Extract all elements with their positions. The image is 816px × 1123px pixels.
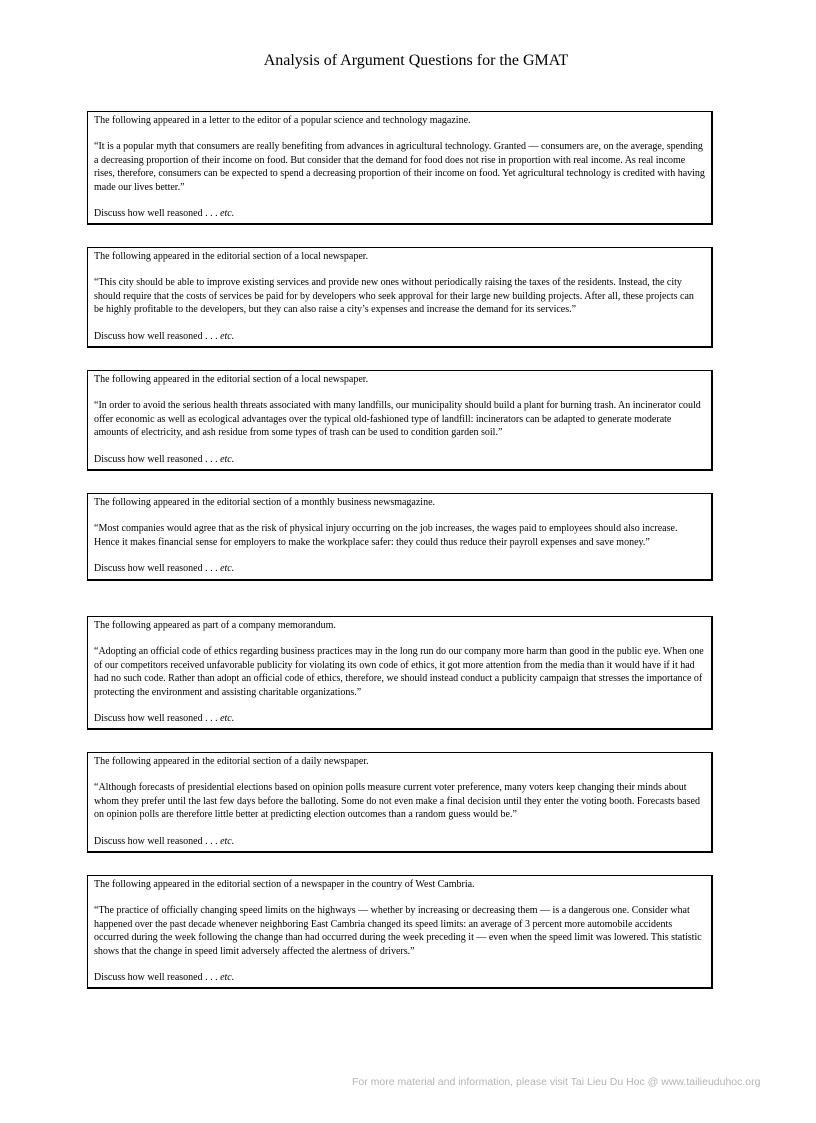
- instruction-text: Discuss how well reasoned . . .: [94, 972, 218, 984]
- question-instruction: [94, 835, 705, 848]
- instruction-etc: etc.: [220, 208, 235, 220]
- question-box-6: [87, 752, 713, 853]
- question-argument: “In order to avoid the serious health threats associated with many landfills, our municipality should build a plant for burning trash. An incinerator could offer economic as well as ecological advantages over the typical old-fashioned type of landfill: incinerators can be adapted to generate moderate amounts of electricity, and ash residue from some types of trash can be used to condition garden soil.”: [94, 400, 701, 439]
- question-intro: The following appeared in a letter to the editor of a popular science and technology magazine.: [94, 115, 471, 126]
- question-instruction: [94, 207, 705, 220]
- instruction-text: Discuss how well reasoned . . .: [94, 208, 218, 220]
- question-box-2: [87, 247, 713, 348]
- instruction-text: Discuss how well reasoned . . .: [94, 835, 218, 847]
- question-intro: The following appeared in the editorial section of a local newspaper.: [94, 251, 369, 262]
- instruction-etc: etc.: [220, 835, 235, 847]
- question-box-4: [87, 493, 713, 581]
- instruction-etc: etc.: [220, 563, 235, 575]
- question-instruction: [94, 562, 705, 575]
- footer-watermark: For more material and information, please visit Tai Lieu Du Hoc @ www.tailieuduhoc.org: [352, 1076, 761, 1088]
- question-instruction: [94, 330, 705, 343]
- question-argument: “It is a popular myth that consumers are really benefiting from advances in agricultural technology. Granted — consumers are, on the average, spending a decreasing proportion of their income on food. But consider that the demand for food does not rise in proportion with real income. As real income rises, therefore, consumers can be expected to spend a decreasing proportion of their income on food. Yet agricultural technology is credited with having made our lives better.”: [94, 141, 705, 193]
- instruction-etc: etc.: [220, 972, 235, 984]
- question-argument: “Adopting an official code of ethics regarding business practices may in the long run do our company more harm than good in the public eye. When one of our competitors received unfavorable publicity for violating its own code of ethics, it got more attention from the media than it would have if it had had no such code. Rather than adopt an official code of ethics, therefore, we should instead conduct a publicity campaign that stresses the importance of protecting the environment and assisting charitable organizations.”: [94, 646, 704, 698]
- question-argument: “Most companies would agree that as the risk of physical injury occurring on the job increases, the wages paid to employees should also increase. Hence it makes financial sense for employers to make the workplace safer: they could thus reduce their payroll expenses and save money.”: [94, 523, 678, 548]
- question-box-3: [87, 370, 713, 471]
- question-box-7: [87, 875, 713, 989]
- instruction-etc: etc.: [220, 453, 235, 465]
- question-intro: The following appeared as part of a company memorandum.: [94, 620, 336, 631]
- question-intro: The following appeared in the editorial section of a newspaper in the country of West Cambria.: [94, 879, 475, 890]
- instruction-etc: etc.: [220, 713, 235, 725]
- question-instruction: [94, 971, 705, 984]
- question-argument: “The practice of officially changing speed limits on the highways — whether by increasing or decreasing them — is a dangerous one. Consider what happened over the past decade whenever neighboring East Cambria changed its speed limits: an average of 3 percent more automobile accidents occurred during the week following the change than had occurred during the week preceding it — even when the speed limit was lowered. This statistic shows that the change in speed limit adversely affected the alertness of drivers.”: [94, 905, 702, 957]
- instruction-text: Discuss how well reasoned . . .: [94, 713, 218, 725]
- instruction-etc: etc.: [220, 330, 235, 342]
- question-intro: The following appeared in the editorial section of a daily newspaper.: [94, 756, 369, 767]
- question-intro: The following appeared in the editorial section of a local newspaper.: [94, 374, 369, 385]
- page-title: Analysis of Argument Questions for the GMAT: [263, 52, 569, 69]
- question-box-1: [87, 111, 713, 225]
- instruction-text: Discuss how well reasoned . . .: [94, 330, 218, 342]
- question-argument: “This city should be able to improve existing services and provide new ones without periodically raising the taxes of the residents. Instead, the city should require that the costs of services be paid for by developers who seek approval for their large new building projects. After all, these projects can be highly profitable to the developers, but they can also raise a city’s expenses and increase the demand for its services.”: [94, 277, 694, 316]
- instruction-text: Discuss how well reasoned . . .: [94, 453, 218, 465]
- question-box-5: [87, 616, 713, 730]
- question-argument: “Although forecasts of presidential elections based on opinion polls measure current voter preference, many voters keep changing their minds about whom they prefer until the last few days before the balloting. Some do not even make a final decision until they enter the voting booth. Forecasts based on opinion polls are therefore little better at predicting election outcomes than a random guess would be.”: [94, 782, 700, 821]
- instruction-text: Discuss how well reasoned . . .: [94, 563, 218, 575]
- question-instruction: [94, 712, 705, 725]
- question-intro: The following appeared in the editorial section of a monthly business newsmagazine.: [94, 497, 436, 508]
- question-instruction: [94, 453, 705, 466]
